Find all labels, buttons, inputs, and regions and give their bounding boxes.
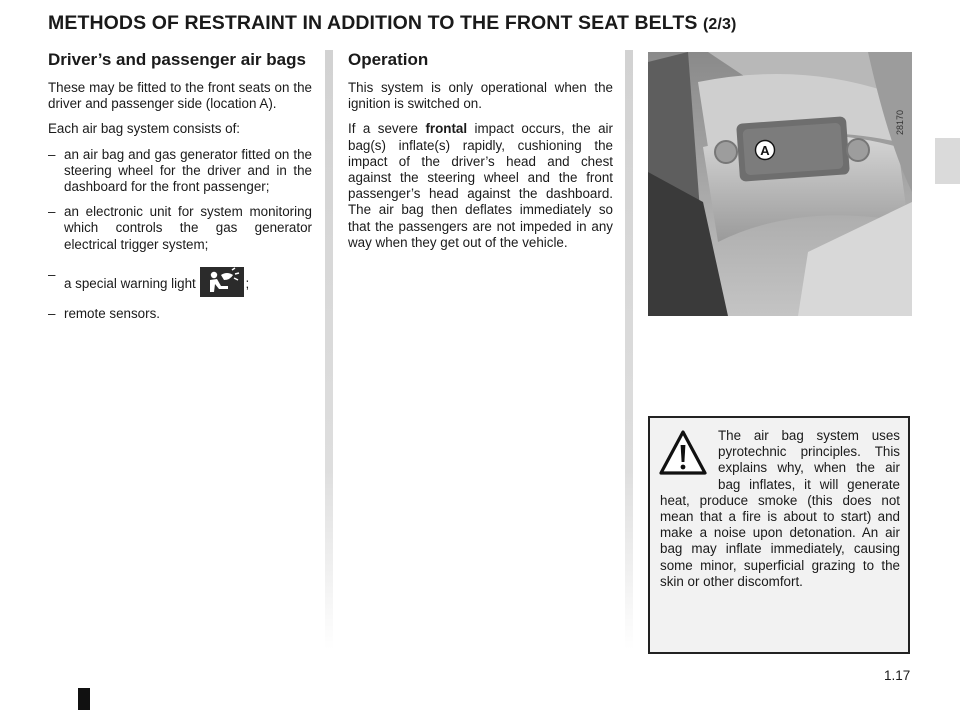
image-code-wrap xyxy=(895,95,907,135)
corner-mark xyxy=(78,688,90,710)
airbags-intro: These may be fitted to the front seats on the driver and passenger side (location A). xyxy=(48,80,312,112)
left-column xyxy=(48,50,312,331)
page-number: 1.17 xyxy=(884,668,911,683)
list-item: – an air bag and gas generator fitted on the steering wheel for the driver and in the dashboard for the front passenger; xyxy=(48,146,312,195)
page-title-part: (2/3) xyxy=(702,16,737,33)
list-item: – remote sensors. xyxy=(48,305,161,321)
airbags-heading: Driver’s and passenger air bags xyxy=(48,50,306,69)
page-title xyxy=(48,12,736,35)
airbag-warning-light-icon xyxy=(200,267,244,297)
dashboard-illustration xyxy=(648,52,912,316)
warning-text: The air bag system uses pyrotechnic principles. This explains why, when the air bag inflates, it will generate heat, produce smoke (this does not mean that a fire is about to start) and make a noise upon detonation. An air bag may inflate immediately, causing some minor, superficial grazing to the skin or other discomfort. xyxy=(660,428,900,589)
operation-heading: Operation xyxy=(348,50,429,69)
section-tab xyxy=(935,138,960,184)
operation-paragraph-2: If a severe frontal impact occurs, the air bag(s) inflate(s) rapidly, cushioning the impact of the driver’s head and chest against the steering wheel and the front passenger’s head against the dashboard. The air bag then deflates immediately so that the passengers are not impeded in any way when they get out of the vehicle. xyxy=(348,121,613,250)
page-title-text: METHODS OF RESTRAINT IN ADDITION TO THE FRONT SEAT BELTS xyxy=(48,12,703,34)
list-item: – an electronic unit for system monitoring which controls the gas generator electrical trigger system; xyxy=(48,204,312,252)
operation-paragraph-1: This system is only operational when the ignition is switched on. xyxy=(348,80,613,112)
airbags-list-intro: Each air bag system consists of: xyxy=(48,121,241,137)
callout-a-label: A xyxy=(760,143,770,158)
middle-column xyxy=(348,50,613,260)
image-code: 28170 xyxy=(895,109,905,135)
emphasis-frontal: frontal xyxy=(425,121,468,137)
list-item: – a special warning light ; xyxy=(48,267,312,297)
warning-box xyxy=(648,416,910,654)
column-divider-left xyxy=(325,50,333,650)
column-divider-right xyxy=(625,50,633,650)
